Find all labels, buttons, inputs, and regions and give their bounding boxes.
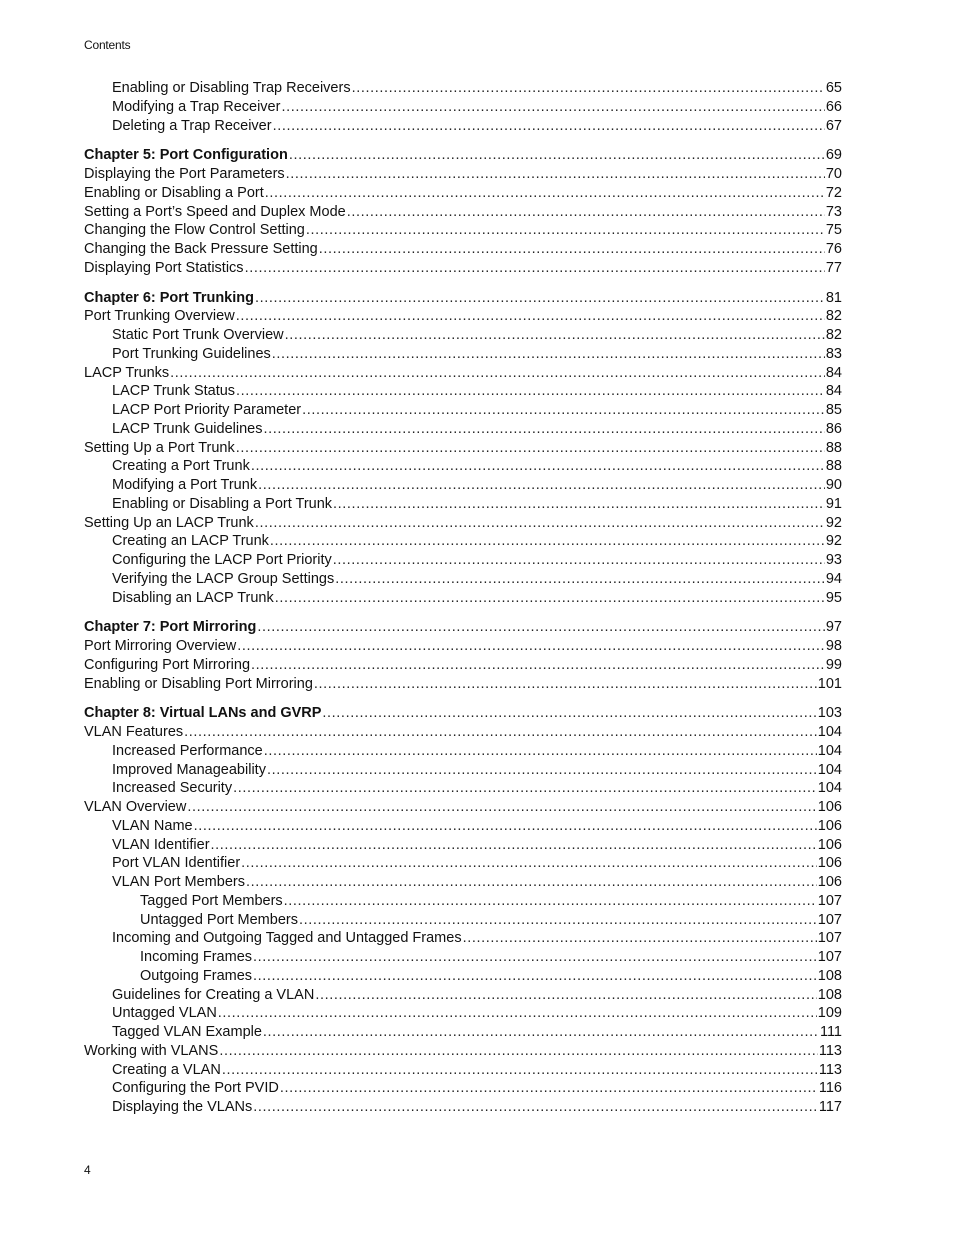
toc-dot-leader	[285, 326, 825, 345]
toc-entry-page: 107	[817, 911, 842, 928]
toc-entry[interactable]	[84, 570, 842, 589]
toc-entry-page: 104	[817, 742, 842, 759]
toc-entry-title: Enabling or Disabling Port Mirroring	[84, 675, 313, 692]
toc-entry-title: VLAN Identifier	[112, 836, 210, 853]
toc-dot-leader	[211, 836, 817, 855]
toc-dot-leader	[194, 817, 817, 836]
toc-entry[interactable]	[84, 911, 842, 930]
toc-dot-leader	[302, 401, 825, 420]
toc-entry-title: Modifying a Trap Receiver	[112, 98, 281, 115]
toc-entry-page: 107	[817, 892, 842, 909]
toc-entry-title: Changing the Flow Control Setting	[84, 222, 305, 239]
toc-dot-leader	[333, 551, 825, 570]
toc-entry-title: Outgoing Frames	[140, 967, 253, 984]
toc-entry[interactable]	[84, 514, 842, 533]
toc-entry[interactable]	[84, 307, 842, 326]
toc-entry-page: 103	[817, 705, 842, 722]
toc-entry-title: Guidelines for Creating a VLAN	[112, 986, 315, 1003]
toc-entry-title: Chapter 8: Virtual LANs and GVRP	[84, 705, 322, 722]
toc-dot-leader	[187, 798, 816, 817]
toc-entry[interactable]	[84, 892, 842, 911]
toc-entry[interactable]	[84, 1023, 842, 1042]
toc-entry-title: Improved Manageability	[112, 761, 266, 778]
toc-dot-leader	[315, 986, 816, 1005]
toc-dot-leader	[263, 1023, 819, 1042]
toc-entry[interactable]	[84, 345, 842, 364]
toc-entry-page: 101	[817, 675, 842, 692]
toc-dot-leader	[255, 289, 825, 308]
toc-entry-title: Modifying a Port Trunk	[112, 477, 258, 493]
toc-entry[interactable]	[84, 742, 842, 761]
toc-entry-page: 97	[825, 619, 842, 636]
page-number: 4	[84, 1163, 91, 1177]
toc-entry-page: 106	[817, 817, 842, 834]
toc-entry-title: Chapter 5: Port Configuration	[84, 147, 288, 164]
toc-entry-page: 72	[825, 184, 842, 201]
toc-entry-page: 117	[818, 1099, 842, 1115]
toc-entry-title: Enabling or Disabling Trap Receivers	[112, 80, 351, 96]
toc-entry[interactable]	[84, 551, 842, 570]
toc-dot-leader	[236, 439, 825, 458]
toc-entry-page: 86	[825, 420, 842, 437]
toc-entry-page: 81	[825, 289, 842, 306]
toc-dot-leader	[251, 656, 825, 675]
toc-entry-page: 111	[819, 1024, 842, 1040]
toc-dot-leader	[236, 307, 825, 326]
toc-entry-title: Increased Security	[112, 780, 233, 797]
toc-entry[interactable]	[84, 817, 842, 836]
toc-dot-leader	[222, 1061, 818, 1080]
toc-entry-title: Deleting a Trap Receiver	[112, 117, 272, 134]
toc-entry-title: VLAN Overview	[84, 799, 187, 815]
toc-entry-title: Displaying Port Statistics	[84, 259, 244, 276]
toc-dot-leader	[289, 146, 825, 165]
toc-dot-leader	[265, 184, 825, 203]
toc-entry[interactable]	[84, 382, 842, 401]
toc-entry-page: 109	[817, 1005, 842, 1022]
toc-dot-leader	[253, 948, 817, 967]
toc-entry-page: 106	[817, 874, 842, 890]
toc-entry[interactable]	[84, 495, 842, 514]
toc-entry[interactable]	[84, 1079, 842, 1098]
toc-entry-title: Chapter 6: Port Trunking	[84, 289, 254, 306]
toc-entry-title: Untagged VLAN	[112, 1005, 217, 1022]
toc-entry-page: 69	[825, 147, 842, 164]
toc-dot-leader	[322, 704, 816, 723]
toc-dot-leader	[267, 761, 817, 780]
toc-entry-title: Port Trunking Guidelines	[112, 345, 271, 362]
toc-dot-leader	[241, 854, 817, 873]
toc-entry-title: Setting Up a Port Trunk	[84, 439, 235, 456]
toc-dot-leader	[286, 165, 825, 184]
toc-entry-title: Setting Up an LACP Trunk	[84, 514, 254, 531]
toc-entry[interactable]	[84, 854, 842, 873]
toc-entry-page: 98	[825, 638, 842, 654]
toc-entry[interactable]	[84, 532, 842, 551]
toc-dot-leader	[258, 476, 825, 495]
toc-entry-title: Setting a Port’s Speed and Duplex Mode	[84, 203, 346, 220]
toc-chapter-entry[interactable]	[84, 289, 842, 308]
toc-dot-leader	[314, 675, 817, 694]
toc-dot-leader	[233, 779, 817, 798]
toc-entry-page: 99	[825, 656, 842, 673]
toc-entry-page: 73	[825, 203, 842, 220]
toc-entry-title: Changing the Back Pressure Setting	[84, 241, 318, 257]
table-of-contents	[84, 79, 842, 1117]
toc-chapter-entry[interactable]	[84, 618, 842, 637]
toc-entry-title: Incoming Frames	[140, 949, 253, 965]
toc-entry-page: 88	[825, 458, 842, 475]
toc-entry-page: 88	[825, 439, 842, 456]
toc-entry-page: 94	[825, 570, 842, 587]
toc-entry[interactable]	[84, 929, 842, 948]
toc-entry-page: 76	[825, 241, 842, 257]
toc-entry[interactable]	[84, 203, 842, 222]
toc-dot-leader	[284, 892, 817, 911]
toc-entry-page: 82	[825, 327, 842, 343]
toc-entry-title: Port Trunking Overview	[84, 308, 235, 325]
toc-entry-page: 91	[825, 495, 842, 512]
toc-entry-title: Configuring the LACP Port Priority	[112, 552, 332, 568]
toc-entry[interactable]	[84, 364, 842, 383]
toc-entry-page: 77	[825, 259, 842, 276]
toc-entry[interactable]	[84, 986, 842, 1005]
toc-entry-page: 82	[825, 308, 842, 325]
toc-entry[interactable]	[84, 401, 842, 420]
toc-entry-title: Static Port Trunk Overview	[112, 327, 284, 343]
toc-entry-title: VLAN Features	[84, 724, 184, 740]
toc-entry-title: Displaying the Port Parameters	[84, 166, 285, 182]
toc-entry-page: 104	[817, 761, 842, 778]
toc-dot-leader	[245, 259, 825, 278]
toc-entry-title: Increased Performance	[112, 742, 263, 759]
toc-entry-page: 113	[818, 1042, 842, 1059]
running-header: Contents	[84, 38, 131, 52]
toc-entry[interactable]	[84, 948, 842, 967]
toc-dot-leader	[335, 570, 825, 589]
toc-dot-leader	[270, 532, 825, 551]
toc-dot-leader	[280, 1079, 818, 1098]
toc-dot-leader	[255, 514, 825, 533]
toc-entry[interactable]	[84, 326, 842, 345]
toc-entry-page: 83	[825, 345, 842, 362]
toc-entry[interactable]	[84, 439, 842, 458]
toc-entry-page: 70	[825, 166, 842, 182]
toc-entry[interactable]	[84, 259, 842, 278]
toc-chapter-entry[interactable]	[84, 146, 842, 165]
toc-dot-leader	[275, 589, 825, 608]
toc-entry[interactable]	[84, 1061, 842, 1080]
toc-entry[interactable]	[84, 79, 842, 98]
toc-entry-title: Enabling or Disabling a Port	[84, 184, 264, 201]
toc-dot-leader	[299, 911, 817, 930]
toc-dot-leader	[273, 117, 825, 136]
toc-entry-title: Incoming and Outgoing Tagged and Untagged Frames	[112, 930, 462, 947]
toc-entry[interactable]	[84, 457, 842, 476]
toc-entry-title: Creating an LACP Trunk	[112, 533, 269, 550]
toc-entry-title: Enabling or Disabling a Port Trunk	[112, 495, 333, 512]
toc-dot-leader	[251, 457, 825, 476]
toc-entry-page: 75	[825, 222, 842, 239]
toc-entry-page: 113	[818, 1061, 842, 1078]
toc-dot-leader	[352, 79, 825, 98]
toc-entry[interactable]	[84, 1098, 842, 1117]
toc-entry-title: Untagged Port Members	[140, 911, 298, 928]
toc-entry[interactable]	[84, 637, 842, 656]
toc-entry-page: 92	[825, 533, 842, 550]
toc-entry[interactable]	[84, 240, 842, 259]
toc-entry-page: 85	[825, 402, 842, 418]
toc-entry-title: Displaying the VLANs	[112, 1099, 253, 1115]
toc-dot-leader	[218, 1004, 817, 1023]
toc-entry-page: 104	[817, 780, 842, 797]
toc-dot-leader	[263, 420, 824, 439]
toc-entry-page: 93	[825, 552, 842, 568]
toc-entry-title: Chapter 7: Port Mirroring	[84, 619, 257, 636]
toc-entry-title: Working with VLANS	[84, 1042, 219, 1059]
toc-dot-leader	[219, 1042, 818, 1061]
toc-dot-leader	[347, 203, 825, 222]
toc-entry-page: 108	[817, 986, 842, 1003]
toc-entry-page: 67	[825, 117, 842, 134]
toc-dot-leader	[246, 873, 817, 892]
toc-dot-leader	[253, 1098, 818, 1117]
toc-dot-leader	[170, 364, 825, 383]
toc-entry[interactable]	[84, 117, 842, 136]
toc-entry-title: Creating a VLAN	[112, 1061, 221, 1078]
toc-entry-page: 106	[817, 855, 842, 872]
toc-entry-page: 84	[825, 364, 842, 381]
toc-entry-title: VLAN Port Members	[112, 874, 245, 890]
toc-entry[interactable]	[84, 873, 842, 892]
toc-dot-leader	[184, 723, 817, 742]
toc-entry-title: Verifying the LACP Group Settings	[112, 570, 335, 587]
toc-entry-page: 90	[825, 477, 842, 493]
toc-entry-title: VLAN Name	[112, 817, 193, 834]
toc-entry[interactable]	[84, 761, 842, 780]
toc-entry-page: 106	[817, 836, 842, 853]
toc-entry[interactable]	[84, 675, 842, 694]
toc-entry[interactable]	[84, 420, 842, 439]
toc-entry-title: Configuring the Port PVID	[112, 1080, 279, 1097]
toc-entry-title: LACP Port Priority Parameter	[112, 402, 302, 418]
toc-entry[interactable]	[84, 779, 842, 798]
toc-entry-title: Configuring Port Mirroring	[84, 656, 251, 673]
toc-dot-leader	[257, 618, 824, 637]
toc-entry[interactable]	[84, 165, 842, 184]
toc-entry-title: Creating a Port Trunk	[112, 458, 250, 475]
toc-entry[interactable]	[84, 656, 842, 675]
toc-entry[interactable]	[84, 476, 842, 495]
toc-entry-page: 104	[817, 724, 842, 740]
toc-entry-page: 84	[825, 383, 842, 400]
toc-entry-title: Tagged Port Members	[140, 892, 283, 909]
toc-entry-page: 106	[817, 799, 842, 815]
toc-entry[interactable]	[84, 723, 842, 742]
toc-dot-leader	[463, 929, 817, 948]
toc-entry-title: Tagged VLAN Example	[112, 1024, 262, 1040]
toc-entry-page: 92	[825, 514, 842, 531]
toc-entry-title: Port VLAN Identifier	[112, 855, 241, 872]
toc-dot-leader	[264, 742, 817, 761]
toc-entry[interactable]	[84, 836, 842, 855]
toc-entry-page: 95	[825, 589, 842, 606]
toc-entry-title: Disabling an LACP Trunk	[112, 589, 274, 606]
toc-entry[interactable]	[84, 98, 842, 117]
toc-entry-title: LACP Trunk Status	[112, 383, 236, 400]
toc-dot-leader	[333, 495, 825, 514]
toc-entry[interactable]	[84, 1042, 842, 1061]
toc-entry-title: LACP Trunks	[84, 364, 170, 381]
toc-entry-title: LACP Trunk Guidelines	[112, 420, 263, 437]
toc-dot-leader	[236, 382, 825, 401]
toc-dot-leader	[272, 345, 825, 364]
toc-entry[interactable]	[84, 184, 842, 203]
toc-dot-leader	[306, 221, 825, 240]
toc-entry[interactable]	[84, 1004, 842, 1023]
toc-dot-leader	[237, 637, 825, 656]
toc-entry-page: 66	[825, 98, 842, 115]
toc-dot-leader	[319, 240, 825, 259]
toc-dot-leader	[253, 967, 817, 986]
toc-entry-page: 65	[825, 80, 842, 96]
toc-chapter-entry[interactable]	[84, 704, 842, 723]
toc-entry-page: 108	[817, 967, 842, 984]
toc-entry[interactable]	[84, 798, 842, 817]
toc-entry[interactable]	[84, 589, 842, 608]
toc-entry[interactable]	[84, 221, 842, 240]
toc-entry-page: 116	[818, 1080, 842, 1097]
toc-entry-page: 107	[817, 949, 842, 965]
toc-entry-page: 107	[817, 930, 842, 947]
toc-dot-leader	[281, 98, 824, 117]
toc-entry[interactable]	[84, 967, 842, 986]
toc-entry-title: Port Mirroring Overview	[84, 638, 237, 654]
